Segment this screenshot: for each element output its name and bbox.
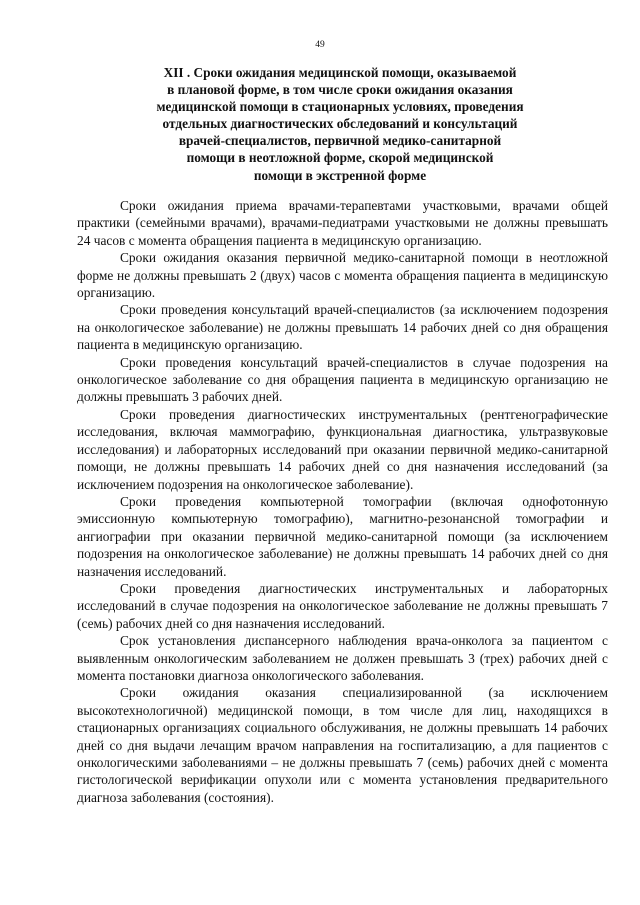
paragraph-urgent-care: Сроки ожидания оказания первичной медико-санитарной помощи в неотложной форме не должны превышать 2 (двух) часов с момента обращения пациента в медицинскую организацию. <box>77 250 608 301</box>
paragraph-specialized-care: Сроки ожидания оказания специализированной (за исключением высокотехнологичной) медицинской помощи, в том числе для лиц, находящихся в стационарных организациях социального обслуживания, не должны превышать 14 рабочих дней со дня выдачи лечащим врачом направления на госпитализацию, а для пациентов с онкологическими заболеваниями – не должны превышать 7 (семь) рабочих дней с момента гистологической верификации опухоли или с момента установления предварительного диагноза заболевания (состояния). <box>77 685 608 805</box>
page-number: 49 <box>315 40 325 50</box>
title-line: помощи в неотложной форме, скорой медицинской <box>186 150 494 166</box>
paragraph-reception-waiting: Сроки ожидания приема врачами-терапевтами участковыми, врачами общей практики (семейными врачами), врачами-педиатрами участковыми не должны превышать 24 часов с момента обращения пациента в медицинскую организацию. <box>77 198 608 248</box>
title-line: в плановой форме, в том числе сроки ожидания оказания <box>167 82 513 98</box>
title-line: помощи в экстренной форме <box>253 167 427 183</box>
title-line: медицинской помощи в стационарных условиях, проведения <box>156 99 524 115</box>
paragraph-diagnostic-studies: Сроки проведения диагностических инструментальных (рентгенографические исследования, включая маммографию, функциональная диагностика, ультразвуковые исследования) и лабораторных исследований при оказании первичной медико-санитарной помощи, не должны превышать 14 рабочих дней со дня назначения исследований (за исключением подозрения на онкологическое заболевание). <box>77 406 608 492</box>
paragraph-oncology-diagnostics: Сроки проведения диагностических инструментальных и лабораторных исследований в случае подозрения на онкологическое заболевание не должны превышать 7 (семь) рабочих дней со дня назначения исследований. <box>77 580 608 631</box>
section-title <box>150 64 530 184</box>
paragraph-specialist-consultations: Сроки проведения консультаций врачей-специалистов (за исключением подозрения на онкологическое заболевание) не должны превышать 14 рабочих дней со дня обращения пациента в медицинскую организацию. <box>77 302 608 353</box>
title-line: отдельных диагностических обследований и консультаций <box>162 116 518 132</box>
title-line: врачей-специалистов, первичной медико-санитарной <box>178 133 502 149</box>
paragraph-oncology-consultations: Сроки проведения консультаций врачей-специалистов в случае подозрения на онкологическое заболевание со дня обращения пациента в медицинскую организацию не должны превышать 3 рабочих дней. <box>77 354 608 405</box>
paragraph-tomography: Сроки проведения компьютерной томографии (включая однофотонную эмиссионную компьютерную томографию), магнитно-резонансной томографии и ангиографии при оказании первичной медико-санитарной помощи (за исключением подозрения на онкологическое заболевание) не должны превышать 14 рабочих дней со дня назначения исследований. <box>77 493 608 579</box>
paragraph-oncologist-observation: Срок установления диспансерного наблюдения врача-онколога за пациентом с выявленным онкологическим заболеванием не должен превышать 3 (трех) рабочих дней с момента постановки диагноза онкологического заболевания. <box>77 633 608 683</box>
document-body <box>77 197 608 806</box>
title-line: XII . Сроки ожидания медицинской помощи, оказываемой <box>163 65 517 80</box>
